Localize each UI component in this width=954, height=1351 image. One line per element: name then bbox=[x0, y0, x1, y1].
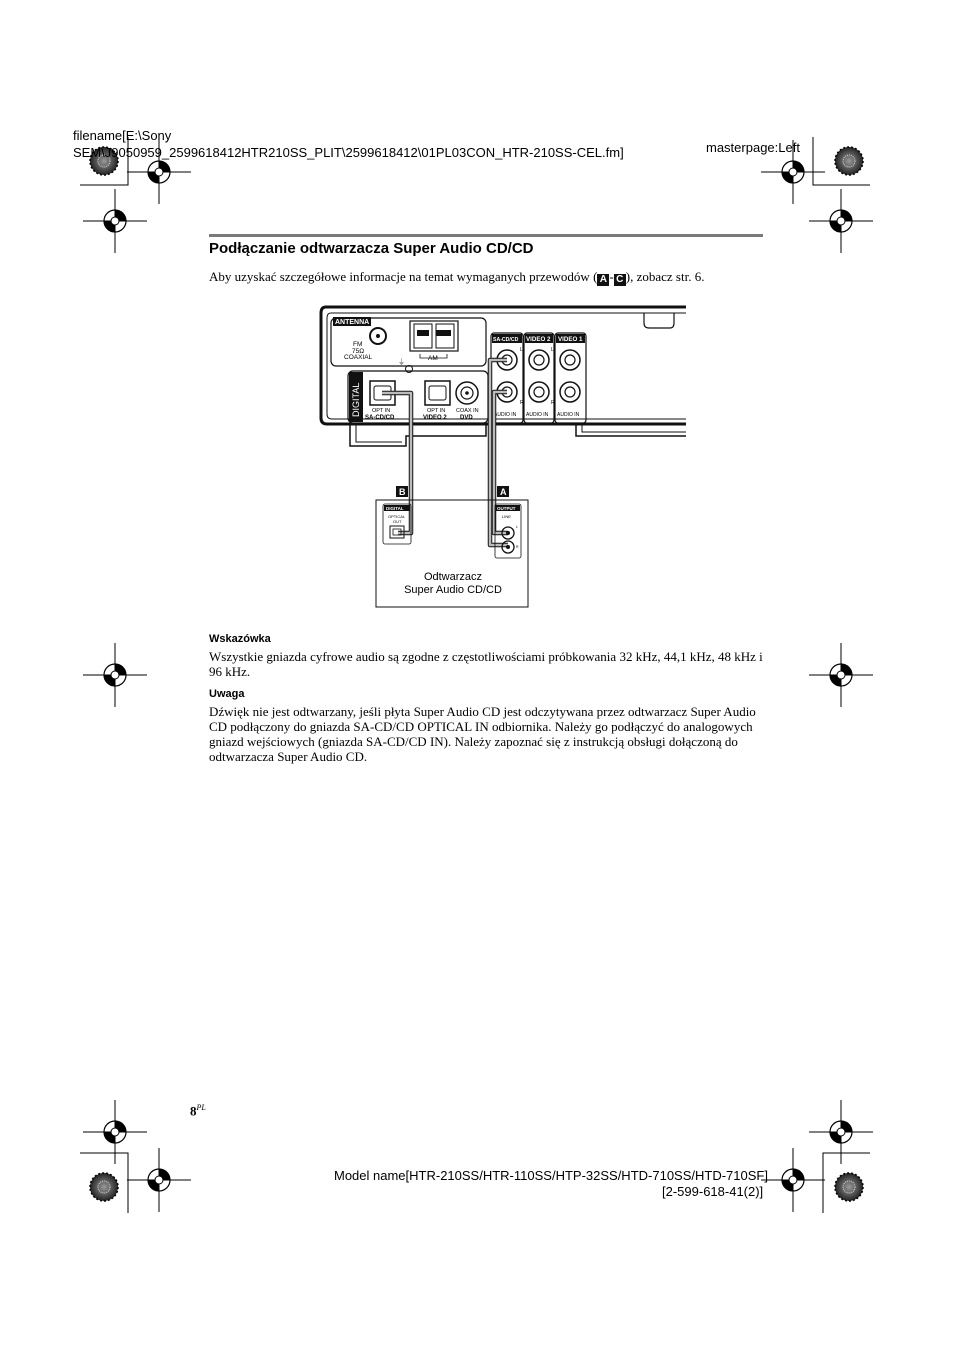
header-masterpage: masterpage:Left bbox=[706, 140, 800, 155]
left-channel-label: L bbox=[520, 347, 523, 353]
player-name-line-2: Super Audio CD/CD bbox=[404, 584, 502, 596]
am-label: AM bbox=[428, 355, 438, 362]
digital-label: DIGITAL bbox=[351, 382, 361, 417]
color-target-icon bbox=[835, 1173, 863, 1201]
player-output-label: OUTPUT bbox=[497, 506, 516, 511]
connection-diagram bbox=[318, 304, 690, 610]
page-number-value: 8 bbox=[190, 1103, 197, 1119]
color-target-icon bbox=[835, 147, 863, 175]
tab-video1-label: VIDEO 1 bbox=[558, 336, 583, 343]
color-target-icon bbox=[90, 1173, 118, 1201]
tab-sacd-label: SA-CD/CD bbox=[493, 337, 519, 343]
intro-paragraph bbox=[209, 269, 704, 286]
heading-rule bbox=[209, 234, 763, 237]
tip-text: Wszystkie gniazda cyfrowe audio są zgodne z częstotliwościami próbkowania 32 kHz, 44,1 kHz, 48 kHz i 96 kHz. bbox=[209, 649, 763, 679]
antenna-label: ANTENNA bbox=[335, 319, 370, 326]
tab-video2-label: VIDEO 2 bbox=[526, 336, 551, 343]
sacd-optical-label: SA-CD/CD bbox=[365, 415, 395, 421]
page-language-suffix: PL bbox=[196, 1103, 206, 1112]
player-l-label: L bbox=[516, 525, 518, 529]
note-text: Dźwięk nie jest odtwarzany, jeśli płyta Super Audio CD jest odczytywana przez odtwarzacz Super Audio CD podłączony do gniazda SA-CD/CD OPTICAL IN odbiornika. Należy go podłączyć do analogowych gniazd wejściowych (gniazda SA-CD/CD IN). Należy zapoznać się z instrukcją obsługi dołączoną do odtwarzacza Super Audio CD. bbox=[209, 704, 756, 764]
ohm-label: 75Ω bbox=[352, 348, 365, 355]
player-optical-label: OPTICAL bbox=[388, 514, 406, 519]
ground-icon: ⏚ bbox=[398, 359, 405, 366]
header-filename bbox=[73, 127, 624, 161]
video2-optical-label: VIDEO 2 bbox=[423, 415, 447, 421]
registration-mark-icon bbox=[83, 643, 147, 707]
audio-in-label: AUDIO IN bbox=[526, 412, 549, 418]
registration-mark-icon bbox=[83, 1100, 147, 1164]
intro-text-before: Aby uzyskać szczegółowe informacje na temat wymaganych przewodów ( bbox=[209, 269, 598, 284]
model-name: Model name[HTR-210SS/HTR-110SS/HTP-32SS/HTD-710SS/HTD-710SF] bbox=[334, 1168, 768, 1183]
dvd-label: DVD bbox=[460, 415, 473, 421]
coax-in-label: COAX IN bbox=[456, 408, 479, 414]
registration-mark-icon bbox=[83, 189, 147, 253]
player-digital-label: DIGITAL bbox=[386, 506, 404, 511]
player-line-label: LINE bbox=[502, 514, 511, 519]
note-heading: Uwaga bbox=[209, 688, 245, 700]
player-name-line-1: Odtwarzacz bbox=[423, 571, 483, 583]
registration-mark-icon bbox=[809, 643, 873, 707]
page-number bbox=[190, 1103, 206, 1119]
opt-in-label: OPT IN bbox=[427, 408, 446, 414]
left-channel-label: L bbox=[551, 347, 554, 353]
coaxial-label: COAXIAL bbox=[344, 354, 373, 361]
section-title: Podłączanie odtwarzacza Super Audio CD/CD bbox=[209, 240, 534, 257]
cable-a-badge: A bbox=[500, 487, 507, 497]
intro-dash: - bbox=[609, 269, 614, 284]
optical-cable-b bbox=[382, 393, 411, 533]
cable-c-badge: C bbox=[614, 274, 626, 286]
registration-mark-icon bbox=[809, 189, 873, 253]
player-r-label: R bbox=[516, 545, 519, 549]
registration-mark-icon bbox=[809, 1100, 873, 1164]
opt-in-label: OPT IN bbox=[372, 408, 391, 414]
right-channel-label: R bbox=[520, 400, 524, 406]
player-out-label: OUT bbox=[393, 519, 402, 524]
registration-mark-icon bbox=[761, 1148, 825, 1212]
intro-text-after: ), zobacz str. 6. bbox=[625, 269, 705, 284]
audio-in-label: AUDIO IN bbox=[557, 412, 580, 418]
filename-line-2: SEM\J9050959_2599618412HTR210SS_PLIT\2599618412\01PL03CON_HTR-210SS-CEL.fm] bbox=[73, 145, 624, 160]
right-channel-label: R bbox=[551, 400, 555, 406]
cable-b-badge: B bbox=[399, 487, 406, 497]
document-code: [2-599-618-41(2)] bbox=[662, 1184, 764, 1199]
cable-a-badge: A bbox=[597, 274, 609, 286]
audio-in-label: AUDIO IN bbox=[494, 412, 517, 418]
tip-heading: Wskazówka bbox=[209, 633, 271, 645]
filename-line-1: filename[E:\Sony bbox=[73, 128, 172, 143]
fm-label: FM bbox=[353, 341, 363, 348]
registration-mark-icon bbox=[127, 1148, 191, 1212]
